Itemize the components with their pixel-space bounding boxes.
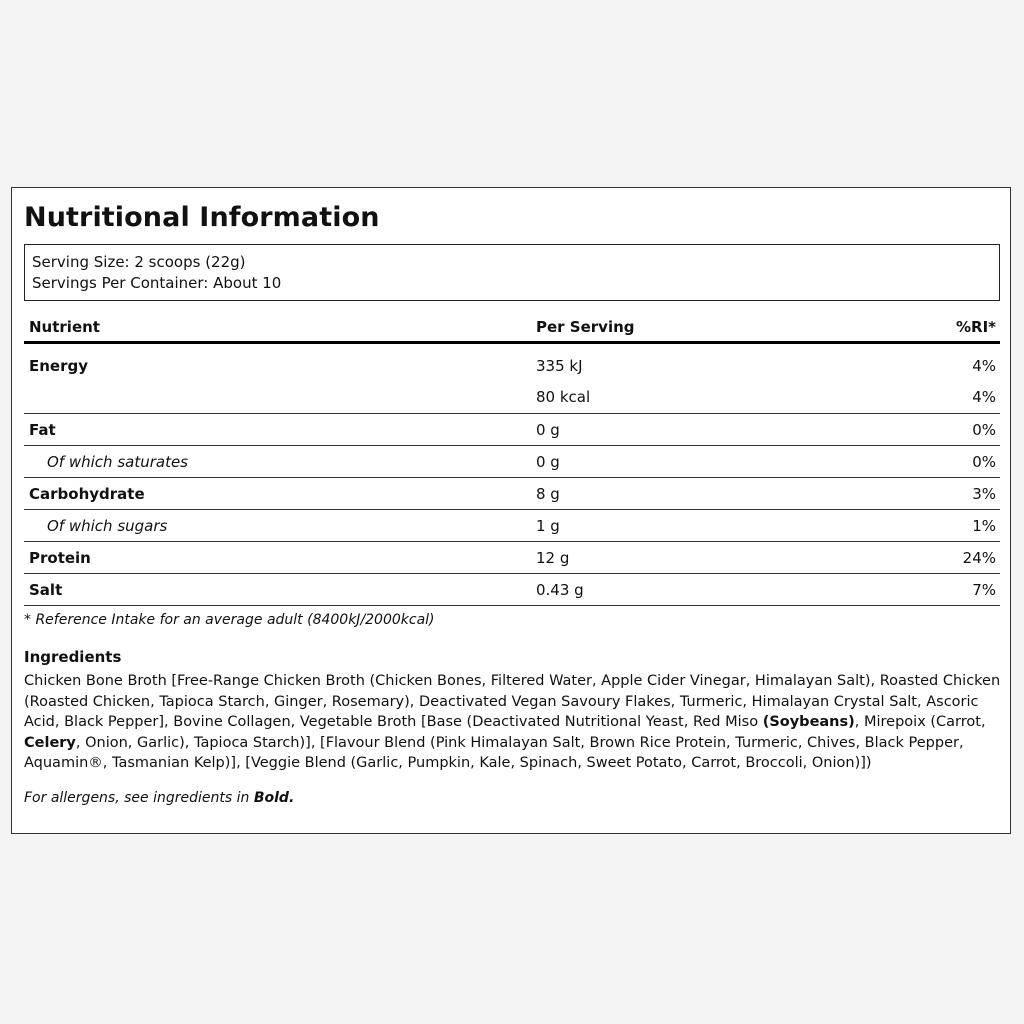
nutrient-value: 80 kcal (536, 388, 591, 406)
header-per-serving: Per Serving (536, 318, 635, 336)
ri-footnote: * Reference Intake for an average adult (8400kJ/2000kcal) (24, 612, 435, 628)
nutrient-ri: 4% (972, 388, 996, 406)
table-row-sugars (24, 510, 1000, 542)
allergen-note (24, 790, 294, 806)
nutrient-ri: 0% (972, 453, 996, 471)
table-header (24, 314, 1000, 344)
table-row-carbohydrate (24, 478, 1000, 510)
table-row-fat (24, 414, 1000, 446)
serving-info-box (24, 244, 1000, 301)
allergen-note-text: For allergens, see ingredients in (24, 790, 254, 806)
nutrient-name: Of which sugars (47, 517, 168, 535)
table-row-protein (24, 542, 1000, 574)
allergen-soybeans: (Soybeans) (762, 714, 855, 731)
nutrient-value: 0.43 g (536, 581, 584, 599)
page-title: Nutritional Information (24, 202, 380, 233)
nutrient-ri: 1% (972, 517, 996, 535)
ingredients-heading: Ingredients (24, 648, 122, 666)
nutrition-table (24, 314, 1000, 606)
allergen-note-bold: Bold. (253, 790, 295, 806)
ingredients-text (24, 671, 1004, 774)
serving-size: Serving Size: 2 scoops (22g) (32, 253, 246, 271)
table-row-energy (24, 344, 1000, 414)
nutrient-name: Carbohydrate (29, 485, 145, 503)
nutrient-value: 1 g (536, 517, 560, 535)
nutrient-ri: 0% (972, 421, 996, 439)
nutrient-name: Protein (29, 549, 91, 567)
nutrient-value: 0 g (536, 421, 560, 439)
nutrient-name: Of which saturates (47, 453, 188, 471)
nutrient-value: 8 g (536, 485, 560, 503)
nutrient-ri: 3% (972, 485, 996, 503)
servings-per-container: Servings Per Container: About 10 (32, 274, 282, 292)
ingredients-segment: Chicken Bone Broth [Free-Range Chicken Broth (Chicken Bones, Filtered Water, Apple Cider Vinegar, Himalayan Salt), Roasted Chicken (Roasted Chicken, Tapioca Starch, Ginger, Rosemary), Deactivated Vegan Savoury Flakes, Turmeric, Himalayan Crystal Salt, Ascoric Acid, Black Pepper], Bovine Collagen, Vegetable Broth [Base (Deactivated Nutritional Yeast, Red Miso (24, 673, 1001, 731)
allergen-celery: Celery (24, 734, 76, 751)
ingredients-segment: , Mirepoix (Carrot, (854, 714, 986, 731)
header-nutrient: Nutrient (29, 318, 100, 336)
nutrient-value: 0 g (536, 453, 560, 471)
nutrition-panel (11, 187, 1011, 834)
nutrient-value: 12 g (536, 549, 570, 567)
nutrient-name: Fat (29, 421, 56, 439)
nutrient-value: 335 kJ (536, 357, 583, 375)
table-row-saturates (24, 446, 1000, 478)
nutrient-ri: 7% (972, 581, 996, 599)
nutrient-ri: 4% (972, 357, 996, 375)
nutrient-ri: 24% (962, 549, 996, 567)
nutrient-name: Salt (29, 581, 63, 599)
nutrient-name: Energy (29, 357, 89, 375)
table-row-salt (24, 574, 1000, 606)
ingredients-segment: , Onion, Garlic), Tapioca Starch)], [Flavour Blend (Pink Himalayan Salt, Brown Rice Protein, Turmeric, Chives, Black Pepper, Aquamin®, Tasmanian Kelp)], [Veggie Blend (Garlic, Pumpkin, Kale, Spinach, Sweet Potato, Carrot, Broccoli, Onion)]) (24, 734, 964, 772)
header-ri: %RI* (955, 318, 996, 336)
